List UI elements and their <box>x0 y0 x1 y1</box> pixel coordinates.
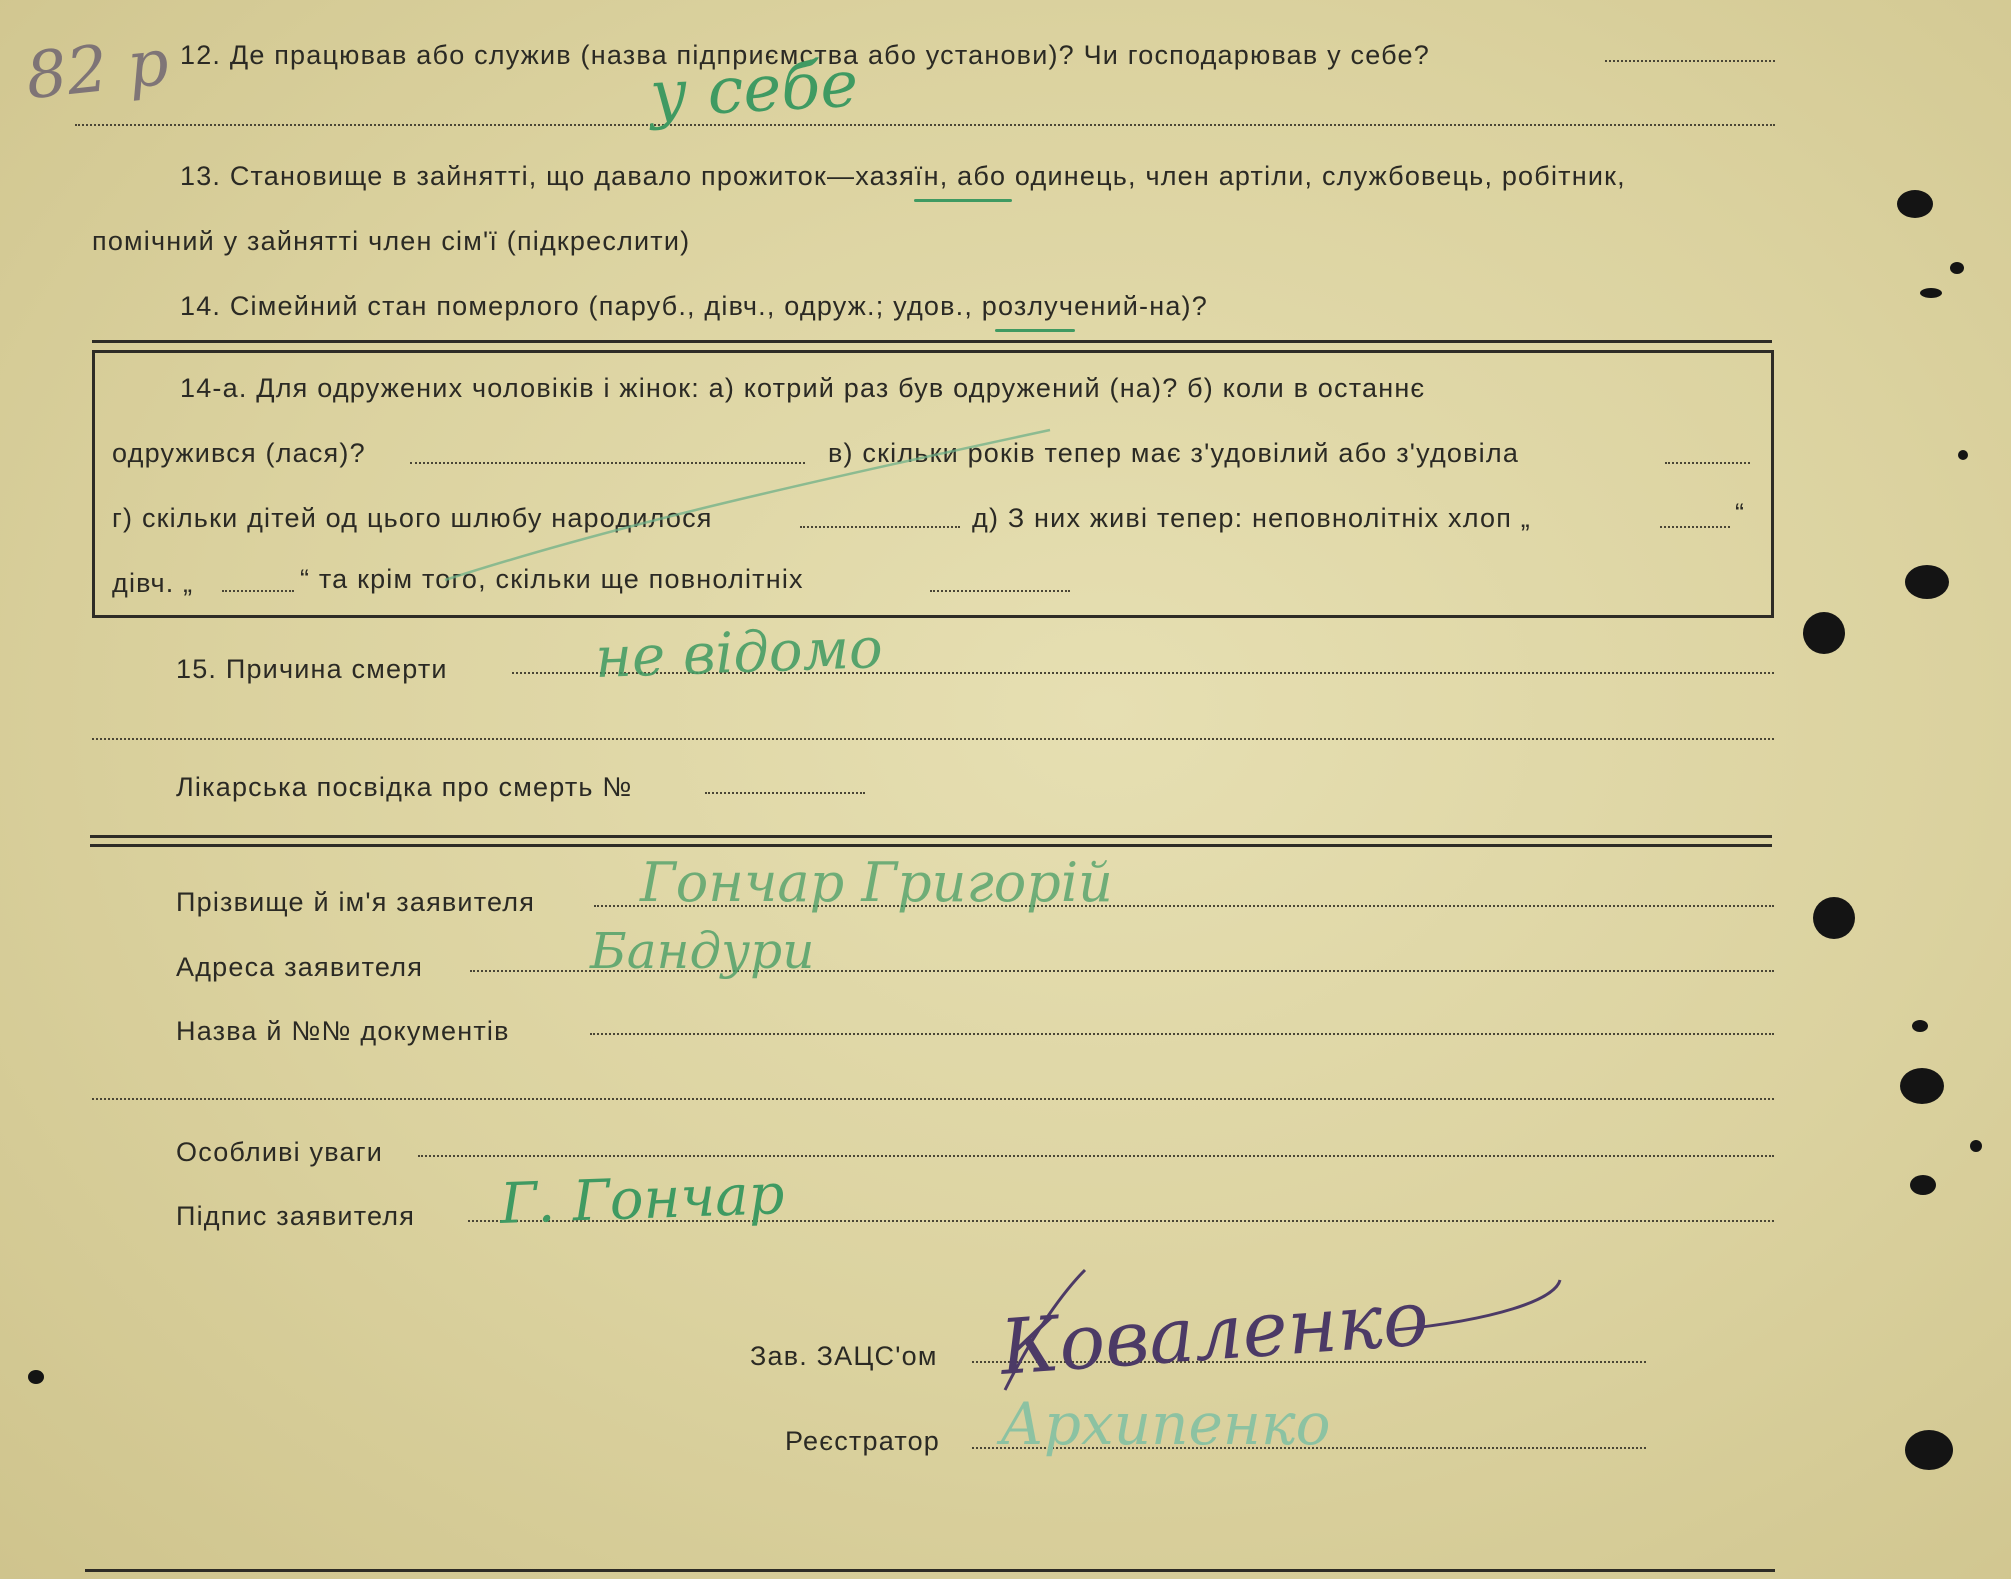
q13-underline-mark <box>914 199 1012 202</box>
special-notes-label: Особливі уваги <box>176 1137 384 1167</box>
q13-line-1 <box>180 163 1626 190</box>
punch-hole-3 <box>1920 288 1942 298</box>
head-signature-flourish <box>975 1260 1575 1400</box>
punch-hole-7 <box>1813 897 1855 939</box>
punch-hole-8 <box>1912 1020 1928 1032</box>
bottom-rule <box>85 1569 1775 1572</box>
punch-hole-12 <box>1905 1430 1953 1470</box>
documents-label: Назва й №№ документів <box>176 1016 510 1046</box>
q14a-line-2b: в) скільки років тепер має з'удовілий або з'удовіла <box>828 438 1520 468</box>
punch-hole-4 <box>1958 450 1968 460</box>
q15-fill-line-2 <box>92 738 1774 740</box>
documents-fill-line-1 <box>590 1033 1774 1035</box>
q14a-strike-mark <box>440 420 1060 590</box>
punch-hole-6 <box>1803 612 1845 654</box>
q14-underline-mark <box>995 329 1075 332</box>
special-notes-fill <box>418 1155 1774 1157</box>
applicant-name-label: Прізвище й ім'я заявителя <box>176 887 536 917</box>
q12-fill-line-2 <box>75 124 1775 126</box>
section-14a-top-rule <box>92 340 1772 343</box>
q14-line <box>180 293 1208 320</box>
q13-text: 13. Становище в зайнятті, що давало прожиток <box>180 161 827 191</box>
punch-hole-11 <box>1910 1175 1936 1195</box>
q14-text: 14. Сімейний стан померлого (паруб., дівч., одруж.; <box>180 291 885 321</box>
applicant-address-value: Бандури <box>590 922 815 980</box>
q14a-line-3a: г) скільки дітей од цього шлюбу народилося <box>112 503 713 533</box>
q14a-fill-years <box>1665 462 1750 464</box>
q14a-fill-boys <box>1660 526 1730 528</box>
registrar-label: Реєстратор <box>785 1426 941 1456</box>
head-of-registry-signature: Коваленко <box>997 1273 1432 1392</box>
q14a-line-2a: одружився (лася)? <box>112 438 366 468</box>
medical-certificate-fill <box>705 792 865 794</box>
medical-certificate-label: Лікарська посвідка про смерть № <box>176 772 633 802</box>
documents-fill-line-2 <box>92 1098 1774 1100</box>
q14-underlined-option: удов. <box>893 291 965 321</box>
q14a-line-3b: д) З них живі тепер: неповнолітніх хлоп „ <box>972 503 1531 533</box>
q14a-line-4b: “ та крім того, скільки ще повнолітніх <box>300 564 804 594</box>
q13-separator: — <box>827 161 856 191</box>
q12-label: 12. Де працював або служив (назва підприємства або установи)? Чи господарював у себе? <box>180 40 1430 70</box>
applicant-signature: Г. Гончар <box>498 1162 786 1237</box>
punch-hole-2 <box>1950 262 1964 274</box>
q15-label: 15. Причина смерти <box>176 654 448 684</box>
head-of-registry-label: Зав. ЗАЦС'ом <box>750 1341 938 1371</box>
punch-hole-10 <box>1970 1140 1982 1152</box>
q15-answer: не відомо <box>593 616 884 692</box>
q14a-fill-adults <box>930 590 1070 592</box>
punch-hole-1 <box>1897 190 1933 218</box>
applicant-name-value: Гончар Григорій <box>640 851 1113 914</box>
applicant-signature-label: Підпис заявителя <box>176 1201 416 1231</box>
q14a-line-4a: дівч. „ <box>112 568 194 598</box>
section-divider-rule-2 <box>90 844 1772 847</box>
q14a-line-1: 14-а. Для одружених чоловіків і жінок: а) котрий раз був одружений (на)? б) коли в останнє <box>180 373 1426 403</box>
corner-note: 82 р <box>22 25 173 115</box>
q13-text-rest: , або одинець, член артіли, службовець, робітник, <box>939 161 1626 191</box>
q14a-line-3c: “ <box>1735 498 1746 528</box>
registrar-signature: Архипенко <box>1000 1390 1331 1458</box>
q12-fill-line-1 <box>1605 60 1775 62</box>
punch-hole-5 <box>1905 565 1949 599</box>
q12-answer: у себе <box>648 47 860 133</box>
q14a-fill-girls <box>222 590 294 592</box>
punch-hole-13 <box>28 1370 44 1384</box>
q13-underlined-option: хазяїн <box>855 161 940 191</box>
q13-line-2: помічний у зайнятті член сім'ї (підкреслити) <box>92 226 691 256</box>
q14-text-suffix: , розлучений-на)? <box>964 291 1208 321</box>
applicant-address-label: Адреса заявителя <box>176 952 424 982</box>
section-divider-rule-1 <box>90 835 1772 838</box>
punch-hole-9 <box>1900 1068 1944 1104</box>
